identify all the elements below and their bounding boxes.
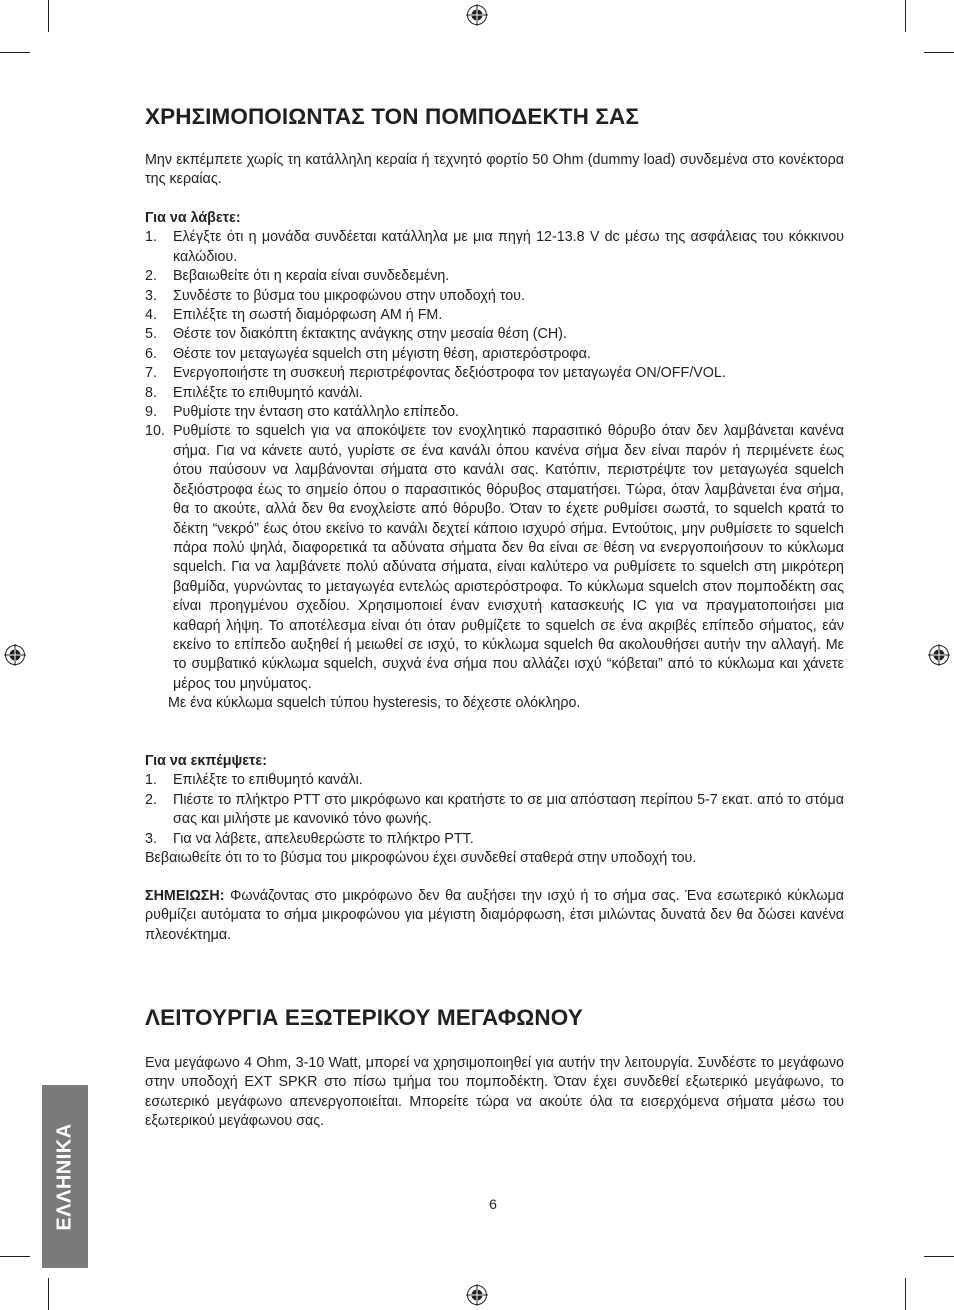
list-item: 2. Βεβαιωθείτε ότι η κεραία είναι συνδεδεμένη. — [145, 268, 450, 285]
list-item: 1. Επιλέξτε το επιθυμητό κανάλι. — [145, 772, 363, 789]
registration-mark-icon — [4, 644, 26, 666]
list-item: 9. Ρυθμίστε την ένταση στο κατάλληλο επίπεδο. — [145, 404, 460, 421]
note-text: Φωνάζοντας στο μικρόφωνο δεν θα αυξήσει την ισχύ ή το σήμα σας. Ένα εσωτερικό κύκλωμα ρυθμίζει αυτόματα το σήμα μικροφώνου για μέγιστη διαμόρφωση, έτσι μιλώντας δυνατά δεν θα δώσει κανένα πλεονέκτημα. — [145, 888, 844, 943]
receive-section — [145, 209, 844, 714]
transmit-section — [145, 752, 844, 868]
list-item: 3. Για να λάβετε, απελευθερώστε το πλήκτρο PTT. — [145, 830, 474, 847]
note-label: ΣΗΜΕΙΩΣΗ: — [145, 888, 225, 904]
list-item: 7. Ενεργοποιήστε τη συσκευή περιστρέφοντας δεξιόστροφα τον μεταγωγέα ON/OFF/VOL. — [145, 365, 726, 382]
language-side-tab — [42, 1085, 88, 1268]
list-item: 6. Θέστε τον μεταγωγέα squelch στη μέγιστη θέση, αριστερόστροφα. — [145, 345, 591, 362]
page-number: 6 — [489, 1196, 497, 1212]
crop-mark — [0, 52, 30, 53]
list-item: 4. Επιλέξτε τη σωστή διαμόρφωση AM ή FM. — [145, 307, 443, 324]
receive-steps — [145, 228, 844, 694]
registration-mark-icon — [466, 4, 488, 26]
receive-heading: Για να λάβετε: — [145, 210, 241, 226]
crop-mark — [905, 0, 906, 32]
intro-paragraph: Μην εκπέμπετε χωρίς τη κατάλληλη κεραία ή τεχνητό φορτίο 50 Ohm (dummy load) συνδεμένα στο κονέκτορα της κεραίας. — [145, 152, 844, 188]
crop-mark — [48, 0, 49, 32]
registration-mark-icon — [928, 644, 950, 666]
crop-mark — [48, 1278, 49, 1310]
transmit-heading: Για να εκπέμψετε: — [145, 753, 267, 769]
language-tab-label: ΕΛΛΗΝΙΚΑ — [53, 1122, 76, 1231]
list-item: 10. Ρυθμίστε το squelch για να αποκόψετε τον ενοχλητικό παρασιτικό θόρυβο όταν δεν λαμβάνεται κανένα σήμα. Για να κάνετε αυτό, γυρίστε σε ένα κανάλι όπου κανένα σήμα δεν είναι παρόν ή περιμένετε έως ότου παύσουν να λαμβάνονται σήματα στο κανάλι σας. Κατόπιν, περιστρέψτε τον μεταγωγέα squelch δεξιόστροφα έως το σημείο όπου ο παρασιτικός θόρυβος σταματήσει. Τώρα, όταν λαμβάνεται ένα σήμα, θα το ακούτε, αλλά δεν θα ενοχλείστε από θόρυβο. Όταν το έχετε ρυθμίσει σωστά, το squelch κρατά το δέκτη “νεκρό” έως ότου εκείνο το κανάλι δεχτεί κάποιο ισχυρό σήμα. Εντούτοις, μην ρυθμίσετε το squelch πάρα πολύ ψηλά, διαφορετικά τα αδύνατα σήματα δεν θα είναι σε θέση να ενεργοποιήσουν το κύκλωμα squelch. Για να λαμβάνετε πολύ αδύνατα σήματα, είναι καλύτερο να ρυθμίσετε το squelch στη μικρότερη βαθμίδα, γυρνώντας το μεταγωγέα εντελώς αριστερόστροφα. Το κύκλωμα squelch στον πομποδέκτη σας είναι προηγμένου σχεδίου. Χρησιμοποιεί έναν ενισχυτή κατασκευής IC για να πραγματοποιήσει μια καθαρή λήψη. Το αποτέλεσμα είναι ότι όταν ρυθμίζετε το squelch σε ένα ακριβές επίπεδο σήματος, εάν εκείνο το επίπεδο αυξηθεί ή μειωθεί σε ισχύ, το κύκλωμα squelch θα ακολουθήσει αυτήν την αλλαγή. Με το συμβατικό κύκλωμα squelch, συχνά ένα σήμα που αλλάζει ισχύ “κόβεται” από το κύκλωμα και χάνετε μέρος του μηνύματος. — [145, 423, 844, 692]
list-item: 1. Ελέγξτε ότι η μονάδα συνδέεται κατάλληλα με μια πηγή 12-13.8 V dc μέσω της ασφάλειας του κόκκινου καλώδιου. — [145, 229, 844, 265]
section-title-external-speaker: ΛΕΙΤΟΥΡΓΙΑ ΕΞΩΤΕΡΙΚΟΥ ΜΕΓΑΦΩΝΟΥ — [145, 1005, 583, 1030]
crop-mark — [0, 1256, 30, 1257]
list-item: 5. Θέστε τον διακόπτη έκτακτης ανάγκης στην μεσαία θέση (CH). — [145, 326, 567, 343]
crop-mark — [924, 1256, 954, 1257]
note-paragraph — [145, 887, 844, 945]
external-speaker-paragraph: Ενα μεγάφωνο 4 Ohm, 3-10 Watt, μπορεί να χρησιμοποιηθεί για αυτήν την λειτουργία. Συνδέστε το μεγάφωνο στην υποδοχή EXT SPKR στο πίσω τμήμα του πομποδέκτη. Όταν έχει συνδεθεί εξωτερικό μεγάφωνο, το εσωτερικό μεγάφωνο απενεργοποιείται. Μπορείτε τώρα να ακούτε όλα τα εισερχόμενα σήματα μέσω του εξωτερικού μεγάφωνου σας. — [145, 1055, 844, 1130]
registration-mark-icon — [466, 1284, 488, 1306]
receive-closing: Με ένα κύκλωμα squelch τύπου hysteresis, το δέχεστε ολόκληρο. — [168, 695, 581, 712]
list-item: 8. Επιλέξτε το επιθυμητό κανάλι. — [145, 384, 363, 401]
crop-mark — [905, 1278, 906, 1310]
crop-mark — [924, 52, 954, 53]
section-title-using-transceiver: ΧΡΗΣΙΜΟΠΟΙΩΝΤΑΣ ΤΟΝ ΠΟΜΠΟΔΕΚΤΗ ΣΑΣ — [145, 104, 639, 129]
transmit-steps — [145, 771, 844, 849]
transmit-closing: Βεβαιωθείτε ότι το το βύσμα του μικροφώνου έχει συνδεθεί σταθερά στην υποδοχή του. — [145, 850, 697, 867]
list-item: 2. Πιέστε το πλήκτρο PTT στο μικρόφωνο και κρατήστε το σε μια απόσταση περίπου 5-7 εκατ. από το στόμα σας και μιλήστε με κανονικό τόνο φωνής. — [145, 791, 844, 828]
list-item: 3. Συνδέστε το βύσμα του μικροφώνου στην υποδοχή του. — [145, 287, 525, 304]
